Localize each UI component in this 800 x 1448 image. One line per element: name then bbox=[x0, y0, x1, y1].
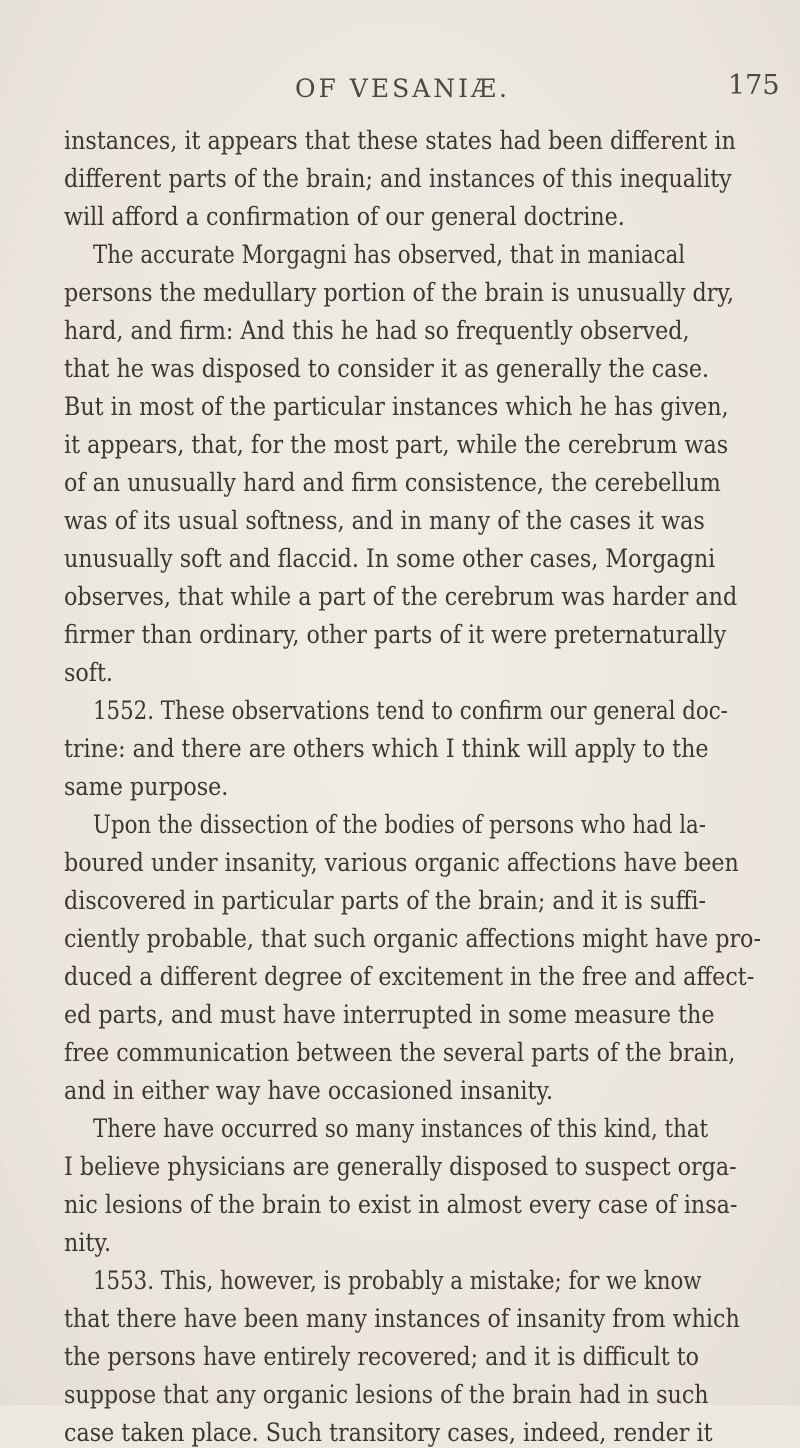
text-line: was of its usual softness, and in many of the cases it was bbox=[64, 506, 705, 535]
text-line: free communication between the several parts of the brain, bbox=[64, 1038, 736, 1067]
page-number: 175 bbox=[728, 70, 780, 101]
text-line: nic lesions of the brain to exist in almost every case of insa- bbox=[64, 1190, 738, 1219]
text-line: boured under insanity, various organic affections have been bbox=[64, 848, 739, 877]
text-line: same purpose. bbox=[64, 772, 229, 801]
text-line: that there have been many instances of insanity from which bbox=[64, 1304, 740, 1333]
text-line: and in either way have occasioned insanity. bbox=[64, 1076, 554, 1105]
text-line: But in most of the particular instances which he has given, bbox=[64, 392, 729, 421]
text-line: observes, that while a part of the cerebrum was harder and bbox=[64, 582, 738, 611]
text-line: ed parts, and must have interrupted in some measure the bbox=[64, 1000, 715, 1029]
text-line: persons the medullary portion of the brain is unusually dry, bbox=[64, 278, 734, 307]
text-line: unusually soft and flaccid. In some other cases, Morgagni bbox=[64, 544, 716, 573]
text-line: trine: and there are others which I think will apply to the bbox=[64, 734, 709, 763]
text-line: it appears, that, for the most part, while the cerebrum was bbox=[64, 430, 729, 459]
text-line: ciently probable, that such organic affections might have pro- bbox=[64, 924, 761, 953]
text-line: that he was disposed to consider it as generally the case. bbox=[64, 354, 710, 383]
text-line: duced a different degree of excitement in the free and affect- bbox=[64, 962, 755, 991]
text-line: 1553. This, however, is probably a mistake; for we know bbox=[93, 1266, 702, 1295]
text-line: firmer than ordinary, other parts of it were preternaturally bbox=[64, 620, 727, 649]
text-line: case taken place. Such transitory cases, indeed, render it bbox=[64, 1418, 713, 1447]
text-line: different parts of the brain; and instances of this inequality bbox=[64, 164, 732, 193]
running-title: OF VESANIÆ. bbox=[295, 74, 510, 103]
text-line: soft. bbox=[64, 658, 114, 687]
text-line: will afford a confirmation of our general doctrine. bbox=[64, 202, 625, 231]
text-line: the persons have entirely recovered; and it is difficult to bbox=[64, 1342, 700, 1371]
text-line: suppose that any organic lesions of the brain had in such bbox=[64, 1380, 709, 1409]
page-header bbox=[0, 70, 800, 114]
text-line: of an unusually hard and firm consistence, the cerebellum bbox=[64, 468, 721, 497]
text-line: nity. bbox=[64, 1228, 112, 1257]
text-line: The accurate Morgagni has observed, that in maniacal bbox=[93, 240, 686, 269]
text-line: There have occurred so many instances of this kind, that bbox=[93, 1114, 709, 1143]
text-line: discovered in particular parts of the brain; and it is suffi- bbox=[64, 886, 707, 915]
text-line: hard, and firm: And this he had so frequently observed, bbox=[64, 316, 690, 345]
text-line: Upon the dissection of the bodies of persons who had la- bbox=[93, 810, 706, 839]
text-line: instances, it appears that these states had been different in bbox=[64, 126, 736, 155]
text-line: 1552. These observations tend to confirm our general doc- bbox=[93, 696, 728, 725]
text-line: I believe physicians are generally disposed to suspect orga- bbox=[64, 1152, 737, 1181]
